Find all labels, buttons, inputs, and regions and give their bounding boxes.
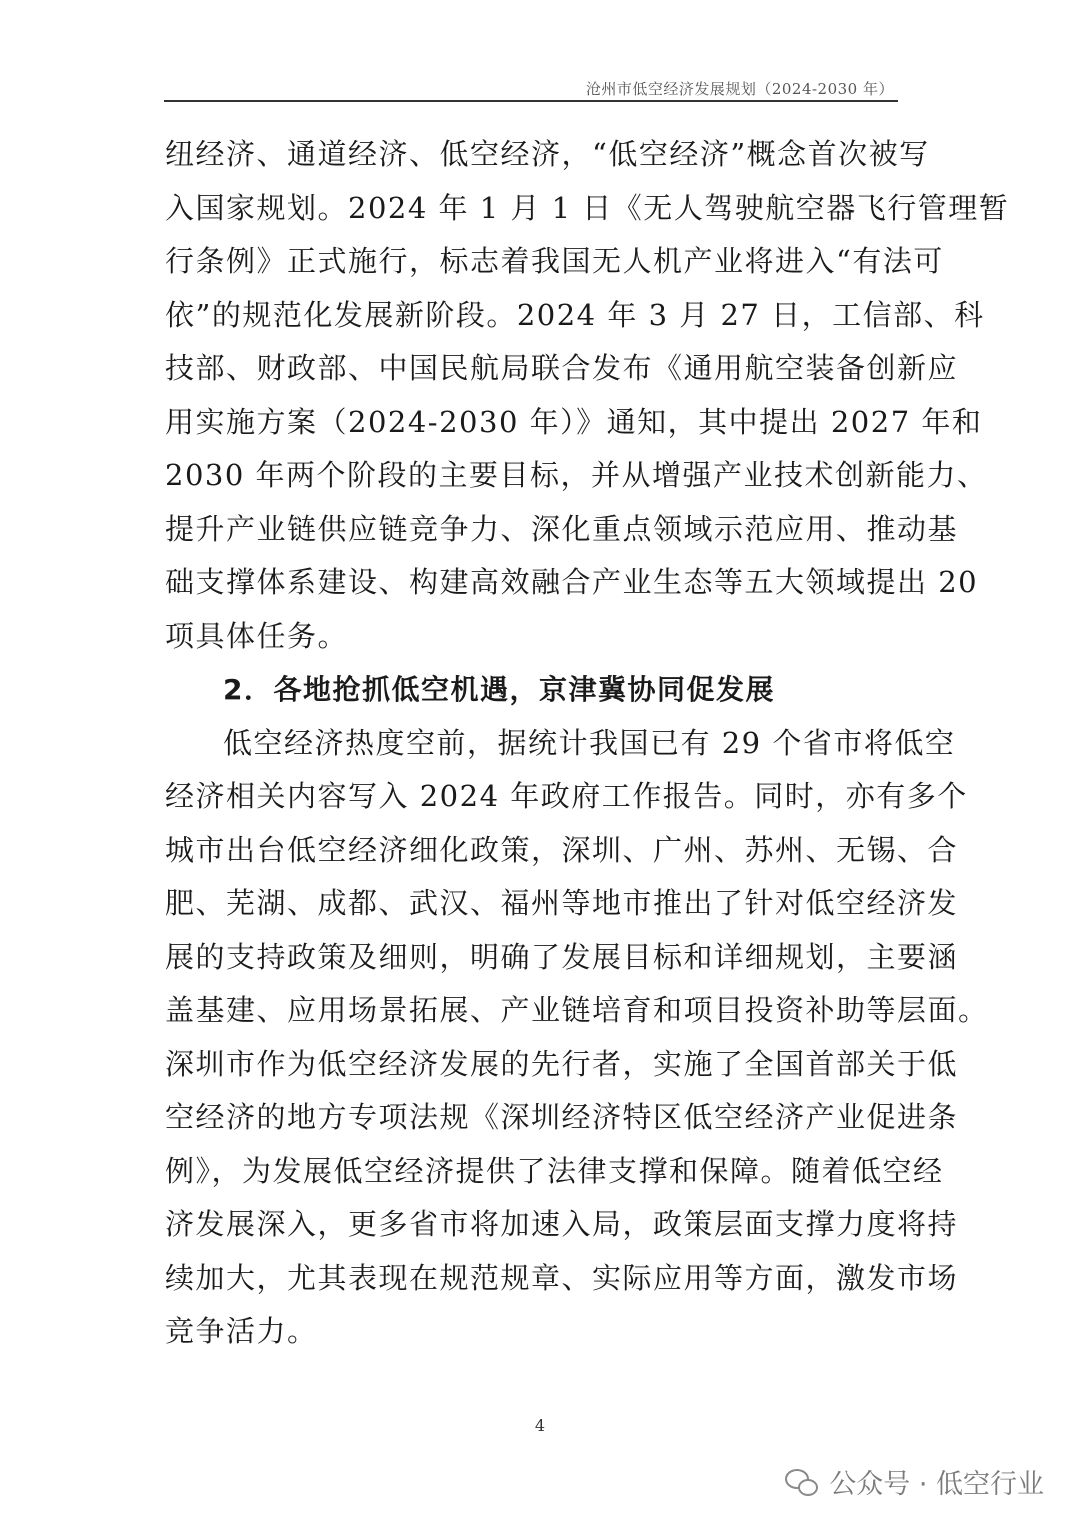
text-line: 城市出台低空经济细化政策，深圳、广州、苏州、无锡、合 — [165, 832, 959, 867]
text-line: 础支撑体系建设、构建高效融合产业生态等五大领域提出 20 — [165, 565, 979, 599]
section-heading: 2．各地抢抓低空机遇，京津冀协同促发展 — [223, 673, 775, 706]
text-line: 纽经济、通道经济、低空经济，“低空经济”概念首次被写 — [165, 137, 930, 171]
text-line: 依”的规范化发展新阶段。2024 年 3 月 27 日，工信部、科 — [165, 297, 985, 332]
text-line: 行条例》正式施行，标志着我国无人机产业将进入“有法可 — [165, 244, 944, 278]
paragraph-1 — [165, 128, 1010, 663]
text-line: 深圳市作为低空经济发展的先行者，实施了全国首部关于低 — [165, 1046, 959, 1081]
paragraph-2 — [165, 717, 989, 1359]
text-line: 2030 年两个阶段的主要目标，并从增强产业技术创新能力、 — [165, 458, 988, 492]
text-line: 续加大，尤其表现在规范规章、实际应用等方面，激发市场 — [165, 1260, 959, 1295]
text-line: 展的支持政策及细则，明确了发展目标和详细规划，主要涵 — [165, 939, 959, 974]
text-line: 例》，为发展低空经济提供了法律支撑和保障。随着低空经 — [165, 1153, 944, 1188]
text-line: 用实施方案（2024-2030 年）》通知，其中提出 2027 年和 — [165, 404, 983, 439]
page-body — [165, 128, 1010, 1359]
text-line: 低空经济热度空前，据统计我国已有 29 个省市将低空 — [223, 725, 956, 760]
watermark-text: 公众号 · 低空行业 — [829, 1469, 1044, 1500]
text-line: 技部、财政部、中国民航局联合发布《通用航空装备创新应 — [165, 351, 959, 385]
header-title: 沧州市低空经济发展规划（2024-2030 年） — [585, 80, 894, 98]
text-line: 入国家规划。2024 年 1 月 1 日《无人驾驶航空器飞行管理暂 — [165, 190, 1010, 225]
text-line: 提升产业链供应链竞争力、深化重点领域示范应用、推动基 — [165, 511, 959, 546]
text-line: 经济相关内容写入 2024 年政府工作报告。同时，亦有多个 — [165, 779, 968, 813]
text-line: 空经济的地方专项法规《深圳经济特区低空经济产业促进条 — [165, 1100, 959, 1134]
watermark — [785, 1462, 1044, 1501]
text-line: 盖基建、应用场景拓展、产业链培育和项目投资补助等层面。 — [165, 993, 989, 1027]
page-number: 4 — [534, 1416, 546, 1435]
text-line: 竞争活力。 — [165, 1314, 318, 1348]
text-line: 济发展深入，更多省市将加速入局，政策层面支撑力度将持 — [165, 1207, 959, 1241]
wechat-icon — [785, 1467, 819, 1497]
text-line: 肥、芜湖、成都、武汉、福州等地市推出了针对低空经济发 — [165, 886, 959, 920]
text-line: 项具体任务。 — [165, 618, 349, 653]
header-divider — [164, 100, 898, 102]
